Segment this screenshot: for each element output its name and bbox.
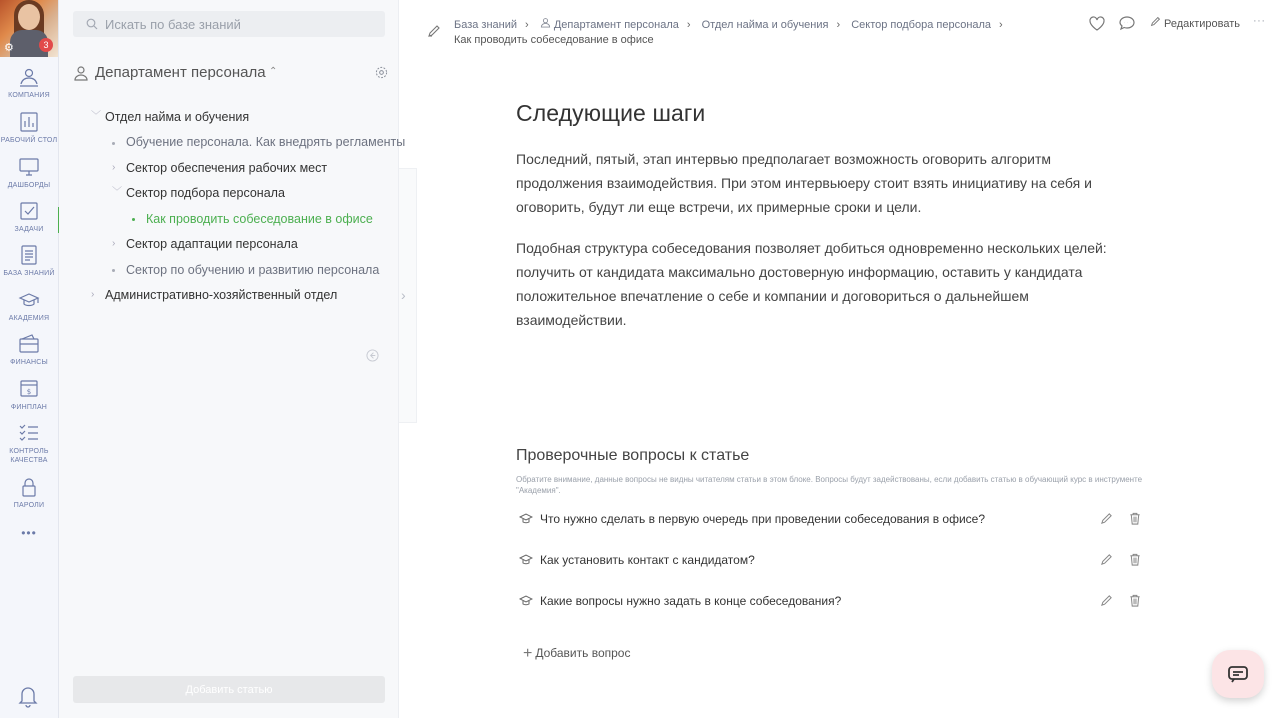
question-text: Как установить контакт с кандидатом? bbox=[540, 553, 755, 567]
pencil-icon[interactable] bbox=[427, 24, 441, 38]
comment-icon[interactable] bbox=[1118, 15, 1136, 32]
search-icon bbox=[86, 18, 98, 30]
add-article-button[interactable]: Добавить статью bbox=[73, 676, 385, 703]
tree-node-hiring-dept[interactable]: ﹀ Отдел найма и обучения bbox=[105, 106, 249, 128]
breadcrumb-item[interactable]: Отдел найма и обучения bbox=[701, 19, 829, 31]
edit-pencil-icon[interactable] bbox=[1100, 553, 1113, 566]
gear-icon[interactable]: ⚙ bbox=[4, 42, 14, 54]
breadcrumb-item[interactable]: Сектор подбора персонала bbox=[851, 19, 992, 31]
chevron-right-icon[interactable]: › bbox=[112, 238, 116, 249]
edit-button[interactable]: Редактировать bbox=[1150, 16, 1240, 30]
chevron-right-icon[interactable]: › bbox=[112, 162, 116, 173]
chat-icon bbox=[1227, 665, 1249, 683]
wallet-icon bbox=[18, 333, 40, 355]
quiz-question[interactable] bbox=[516, 512, 1161, 553]
chevron-right-icon[interactable]: › bbox=[91, 289, 95, 300]
search-box bbox=[73, 11, 385, 37]
tree-node-workplace-sector[interactable]: › Сектор обеспечения рабочих мест bbox=[126, 157, 327, 179]
breadcrumb-item[interactable]: Департамент персонала bbox=[553, 19, 679, 31]
company-icon bbox=[18, 66, 40, 88]
department-header bbox=[73, 63, 393, 83]
heart-icon[interactable] bbox=[1088, 15, 1106, 32]
nav-company[interactable]: КОМПАНИЯ bbox=[0, 66, 58, 100]
quiz-section bbox=[516, 447, 1161, 662]
main-nav-rail bbox=[0, 0, 59, 718]
nav-finplan[interactable]: $ ФИНПЛАН bbox=[0, 378, 58, 412]
panel-resize-strip[interactable] bbox=[399, 168, 417, 423]
monitor-icon bbox=[18, 156, 40, 178]
chevron-down-icon[interactable]: ﹀ bbox=[112, 187, 122, 198]
tree-node-admin-dept[interactable]: › Административно-хозяйственный отдел bbox=[105, 284, 337, 306]
department-title[interactable]: Департамент персонала bbox=[95, 64, 266, 81]
user-icon bbox=[73, 65, 89, 81]
quiz-question[interactable] bbox=[516, 553, 1161, 594]
question-text: Какие вопросы нужно задать в конце собеседования? bbox=[540, 594, 842, 608]
trash-icon[interactable] bbox=[1129, 594, 1141, 607]
more-nav-button[interactable]: ••• bbox=[21, 526, 37, 540]
knowledge-tree-panel bbox=[59, 0, 406, 718]
graduation-cap-icon bbox=[519, 513, 533, 525]
chevron-down-icon[interactable]: ﹀ bbox=[91, 111, 101, 122]
edit-pencil-icon[interactable] bbox=[1100, 594, 1113, 607]
graduation-cap-icon bbox=[18, 289, 40, 311]
nav-quality-control[interactable]: КОНТРОЛЬ КАЧЕСТВА bbox=[0, 422, 58, 465]
graduation-cap-icon bbox=[519, 554, 533, 566]
nav-tasks[interactable]: ЗАДАЧИ bbox=[0, 200, 58, 234]
breadcrumb-current: Как проводить собеседование в офисе bbox=[454, 34, 654, 46]
user-avatar[interactable] bbox=[0, 0, 58, 57]
tree-node-adaptation-sector[interactable]: › Сектор адаптации персонала bbox=[126, 233, 298, 255]
tree-node-development-sector[interactable]: Сектор по обучению и развитию персонала bbox=[126, 263, 380, 277]
svg-text:$: $ bbox=[26, 388, 32, 396]
collapse-panel-icon[interactable] bbox=[366, 349, 379, 362]
more-options-button[interactable]: ··· bbox=[1253, 15, 1266, 27]
breadcrumb: База знаний › Департамент персонала › Отдел найма и обучения › Сектор подбора персонала › Как проводить собеседование в офисе bbox=[454, 17, 1074, 47]
notification-badge: 3 bbox=[39, 38, 53, 52]
question-text: Что нужно сделать в первую очередь при проведении собеседования в офисе? bbox=[540, 512, 986, 526]
graduation-cap-icon bbox=[519, 595, 533, 607]
pencil-icon bbox=[1150, 16, 1161, 27]
plus-icon: + bbox=[523, 645, 533, 662]
chat-widget-button[interactable] bbox=[1212, 650, 1264, 698]
dollar-calendar-icon bbox=[18, 378, 40, 400]
checklist-icon bbox=[18, 422, 40, 444]
edit-pencil-icon[interactable] bbox=[1100, 512, 1113, 525]
bell-icon[interactable] bbox=[17, 684, 39, 708]
tree-node-interview-article[interactable]: Как проводить собеседование в офисе bbox=[146, 212, 373, 226]
add-question-button[interactable]: + Добавить вопрос bbox=[523, 645, 631, 662]
nav-finance[interactable]: ФИНАНСЫ bbox=[0, 333, 58, 367]
search-input[interactable] bbox=[105, 11, 375, 37]
trash-icon[interactable] bbox=[1129, 553, 1141, 566]
sort-toggle-icon[interactable]: ⌃ bbox=[269, 66, 278, 77]
nav-knowledge-base[interactable]: БАЗА ЗНАНИЙ bbox=[0, 244, 58, 278]
tree-node-recruitment-sector[interactable]: ﹀ Сектор подбора персонала bbox=[126, 182, 285, 204]
settings-gear-icon[interactable] bbox=[375, 66, 388, 79]
nav-desktop[interactable]: РАБОЧИЙ СТОЛ bbox=[0, 111, 58, 145]
bullet-icon bbox=[112, 142, 115, 145]
trash-icon[interactable] bbox=[1129, 512, 1141, 525]
nav-academy[interactable]: АКАДЕМИЯ bbox=[0, 289, 58, 323]
lock-icon bbox=[18, 476, 40, 498]
quiz-note: Обратите внимание, данные вопросы не видны читателям статьи в этом блоке. Вопросы будут задействованы, если добавить статью в обучающий курс в инструменте "Академия". bbox=[516, 475, 1143, 495]
checkbox-icon bbox=[18, 200, 40, 222]
article-paragraph: Подобная структура собеседования позволяет добиться одновременно нескольких целей: получить от кандидата максимально достоверную информацию, оставить у кандидата положительное впечатление о себе и компании и договориться о дальнейшем взаимодействии. bbox=[516, 240, 1107, 328]
bullet-icon bbox=[112, 269, 115, 272]
article-heading: Следующие шаги bbox=[516, 100, 706, 126]
document-icon bbox=[18, 244, 40, 266]
article-body bbox=[516, 100, 1136, 349]
article-paragraph: Последний, пятый, этап интервью предполагает возможность оговорить алгоритм продолжения взаимодействия. При этом интервьюеру стоит взять инициативу на себя и оговорить, будут ли еще встречи, их примерные сроки и цели. bbox=[516, 151, 1092, 215]
user-small-icon bbox=[540, 19, 554, 31]
chevron-right-icon[interactable]: › bbox=[401, 287, 406, 303]
bullet-icon bbox=[132, 218, 135, 221]
breadcrumb-item[interactable]: База знаний bbox=[454, 19, 518, 31]
nav-passwords[interactable]: ПАРОЛИ bbox=[0, 476, 58, 510]
desktop-chart-icon bbox=[18, 111, 40, 133]
quiz-title: Проверочные вопросы к статье bbox=[516, 447, 750, 464]
nav-dashboards[interactable]: ДАШБОРДЫ bbox=[0, 156, 58, 190]
tree-node-training-article[interactable]: Обучение персонала. Как внедрять регламенты bbox=[126, 135, 406, 149]
quiz-question[interactable] bbox=[516, 594, 1161, 635]
